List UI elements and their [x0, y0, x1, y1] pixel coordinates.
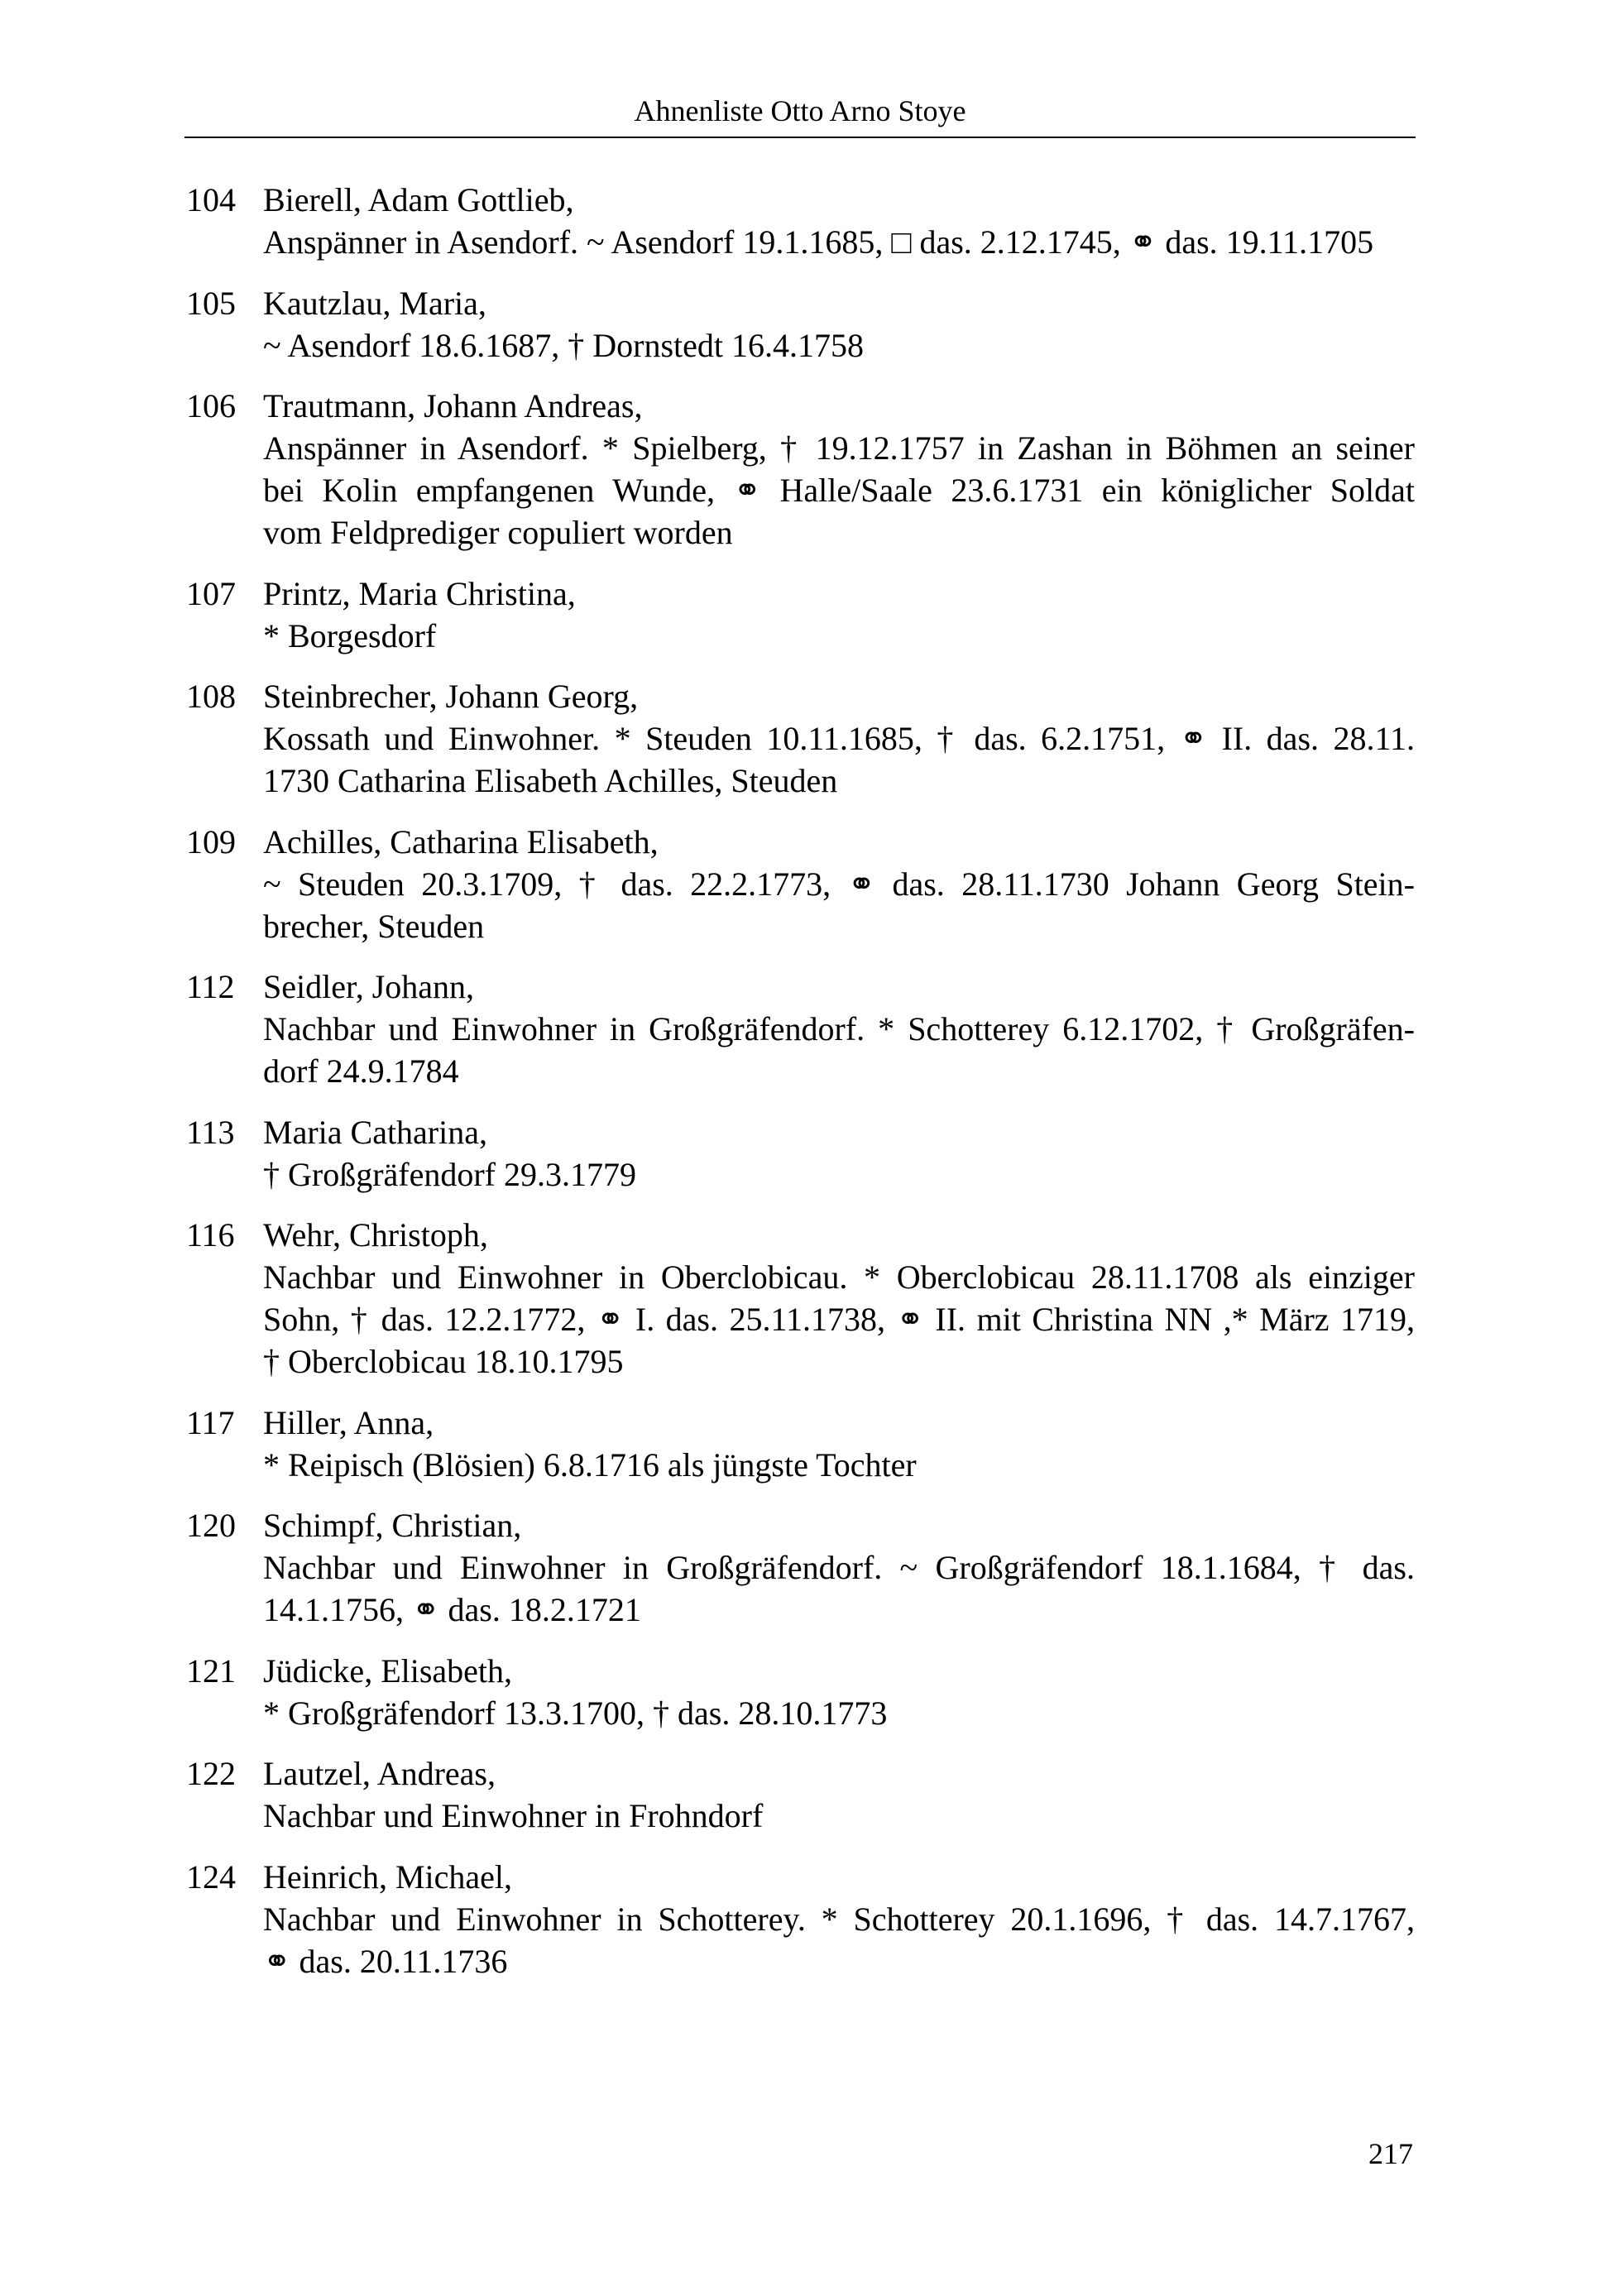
- ancestor-entry-121: [184, 1650, 1416, 1734]
- entry-body: [263, 1111, 1415, 1196]
- entry-detail-line: 14.1.1756, ⚭ das. 18.2.1721: [263, 1591, 641, 1628]
- entry-body: [263, 179, 1415, 263]
- entry-body: [263, 282, 1415, 367]
- ancestor-list: [184, 179, 1416, 2001]
- entry-number: 104: [186, 181, 236, 218]
- entry-detail-line: 1730 Catharina Elisabeth Achilles, Steuden: [263, 762, 838, 799]
- entry-body: [263, 385, 1415, 554]
- entry-name: Maria Catharina,: [263, 1113, 487, 1151]
- entry-body: [263, 821, 1415, 947]
- entry-name: Heinrich, Michael,: [263, 1857, 512, 1896]
- ancestor-entry-113: [184, 1111, 1416, 1196]
- entry-body: [263, 1504, 1415, 1631]
- ancestor-entry-116: [184, 1214, 1416, 1383]
- entry-body: [263, 573, 1415, 657]
- entry-detail-line: Anspänner in Asendorf. ~ Asendorf 19.1.1685, □ das. 2.12.1745, ⚭ das. 19.11.1705: [263, 223, 1374, 261]
- entry-detail-line: Nachbar und Einwohner in Schotterey. * Schotterey 20.1.1696, † das. 14.7.1767,: [263, 1900, 1415, 1938]
- entry-detail-line: ⚭ das. 20.11.1736: [263, 1942, 508, 1980]
- entry-body: [263, 1650, 1415, 1734]
- running-header: Ahnenliste Otto Arno Stoye: [634, 94, 966, 127]
- entry-number: 124: [186, 1857, 236, 1896]
- entry-detail-line: ~ Asendorf 18.6.1687, † Dornstedt 16.4.1758: [263, 326, 865, 364]
- entry-detail-line: ~ Steuden 20.3.1709, † das. 22.2.1773, ⚭ das. 28.11.1730 Johann Georg Stein-: [263, 865, 1415, 903]
- entry-number: 121: [186, 1651, 236, 1690]
- entry-number: 116: [186, 1216, 235, 1253]
- entry-name: Wehr, Christoph,: [263, 1216, 488, 1253]
- entry-detail-line: † Oberclobicau 18.10.1795: [263, 1343, 624, 1380]
- entry-number: 120: [186, 1507, 236, 1544]
- entry-detail-line: Nachbar und Einwohner in Großgräfendorf. * Schotterey 6.12.1702, † Großgräfen-: [263, 1010, 1415, 1047]
- ancestor-entry-106: [184, 385, 1416, 554]
- entry-number: 112: [186, 968, 235, 1005]
- entry-body: [263, 1856, 1415, 1982]
- ancestor-entry-105: [184, 282, 1416, 367]
- entry-name: Kautzlau, Maria,: [263, 284, 486, 322]
- entry-name: Jüdicke, Elisabeth,: [263, 1651, 513, 1690]
- entry-number: 105: [186, 284, 236, 322]
- entry-detail-line: Sohn, † das. 12.2.1772, ⚭ I. das. 25.11.1738, ⚭ II. mit Christina NN ,* März 1719,: [263, 1301, 1415, 1338]
- entry-number: 107: [186, 574, 236, 612]
- entry-number: 122: [186, 1755, 236, 1792]
- entry-detail-line: Anspänner in Asendorf. * Spielberg, † 19.12.1757 in Zashan in Böhmen an seiner: [263, 429, 1415, 467]
- entry-number: 109: [186, 822, 236, 860]
- entry-name: Steinbrecher, Johann Georg,: [263, 678, 639, 715]
- ancestor-entry-104: [184, 179, 1416, 263]
- entry-detail-line: Nachbar und Einwohner in Oberclobicau. * Oberclobicau 28.11.1708 als einziger: [263, 1258, 1415, 1296]
- entry-name: Hiller, Anna,: [263, 1403, 434, 1441]
- entry-detail-line: Nachbar und Einwohner in Frohndorf: [263, 1797, 764, 1834]
- ancestor-entry-122: [184, 1752, 1416, 1837]
- entry-detail-line: * Großgräfendorf 13.3.1700, † das. 28.10.1773: [263, 1694, 888, 1732]
- ancestor-entry-112: [184, 966, 1416, 1092]
- ancestor-entry-109: [184, 821, 1416, 947]
- entry-name: Bierell, Adam Gottlieb,: [263, 181, 574, 218]
- entry-name: Schimpf, Christian,: [263, 1507, 522, 1544]
- entry-name: Lautzel, Andreas,: [263, 1755, 496, 1792]
- ancestor-entry-124: [184, 1856, 1416, 1982]
- page-number: 217: [1368, 2137, 1413, 2170]
- entry-detail-line: brecher, Steuden: [263, 907, 485, 945]
- entry-detail-line: dorf 24.9.1784: [263, 1052, 459, 1090]
- entry-detail-line: * Borgesdorf: [263, 616, 437, 654]
- entry-body: [263, 1752, 1415, 1837]
- entry-name: Seidler, Johann,: [263, 968, 475, 1005]
- entry-name: Achilles, Catharina Elisabeth,: [263, 822, 659, 860]
- ancestor-entry-117: [184, 1402, 1416, 1486]
- entry-body: [263, 675, 1415, 802]
- entry-number: 108: [186, 678, 236, 715]
- entry-body: [263, 966, 1415, 1092]
- entry-detail-line: * Reipisch (Blösien) 6.8.1716 als jüngste Tochter: [263, 1445, 917, 1484]
- entry-body: [263, 1214, 1415, 1383]
- ancestor-entry-107: [184, 573, 1416, 657]
- entry-number: 113: [186, 1113, 235, 1151]
- header-rule: [184, 137, 1416, 138]
- entry-detail-line: bei Kolin empfangenen Wunde, ⚭ Halle/Saale 23.6.1731 ein königlicher Soldat: [263, 472, 1415, 509]
- entry-number: 117: [186, 1403, 235, 1441]
- ancestor-entry-120: [184, 1504, 1416, 1631]
- entry-detail-line: † Großgräfendorf 29.3.1779: [263, 1155, 636, 1193]
- entry-detail-line: Nachbar und Einwohner in Großgräfendorf. ~ Großgräfendorf 18.1.1684, † das.: [263, 1549, 1415, 1586]
- entry-number: 106: [186, 387, 236, 424]
- entry-detail-line: vom Feldprediger copuliert worden: [263, 514, 733, 551]
- entry-name: Printz, Maria Christina,: [263, 574, 576, 612]
- entry-detail-line: Kossath und Einwohner. * Steuden 10.11.1685, † das. 6.2.1751, ⚭ II. das. 28.11.: [263, 720, 1415, 757]
- entry-body: [263, 1402, 1415, 1486]
- entry-name: Trautmann, Johann Andreas,: [263, 387, 643, 424]
- ancestor-entry-108: [184, 675, 1416, 802]
